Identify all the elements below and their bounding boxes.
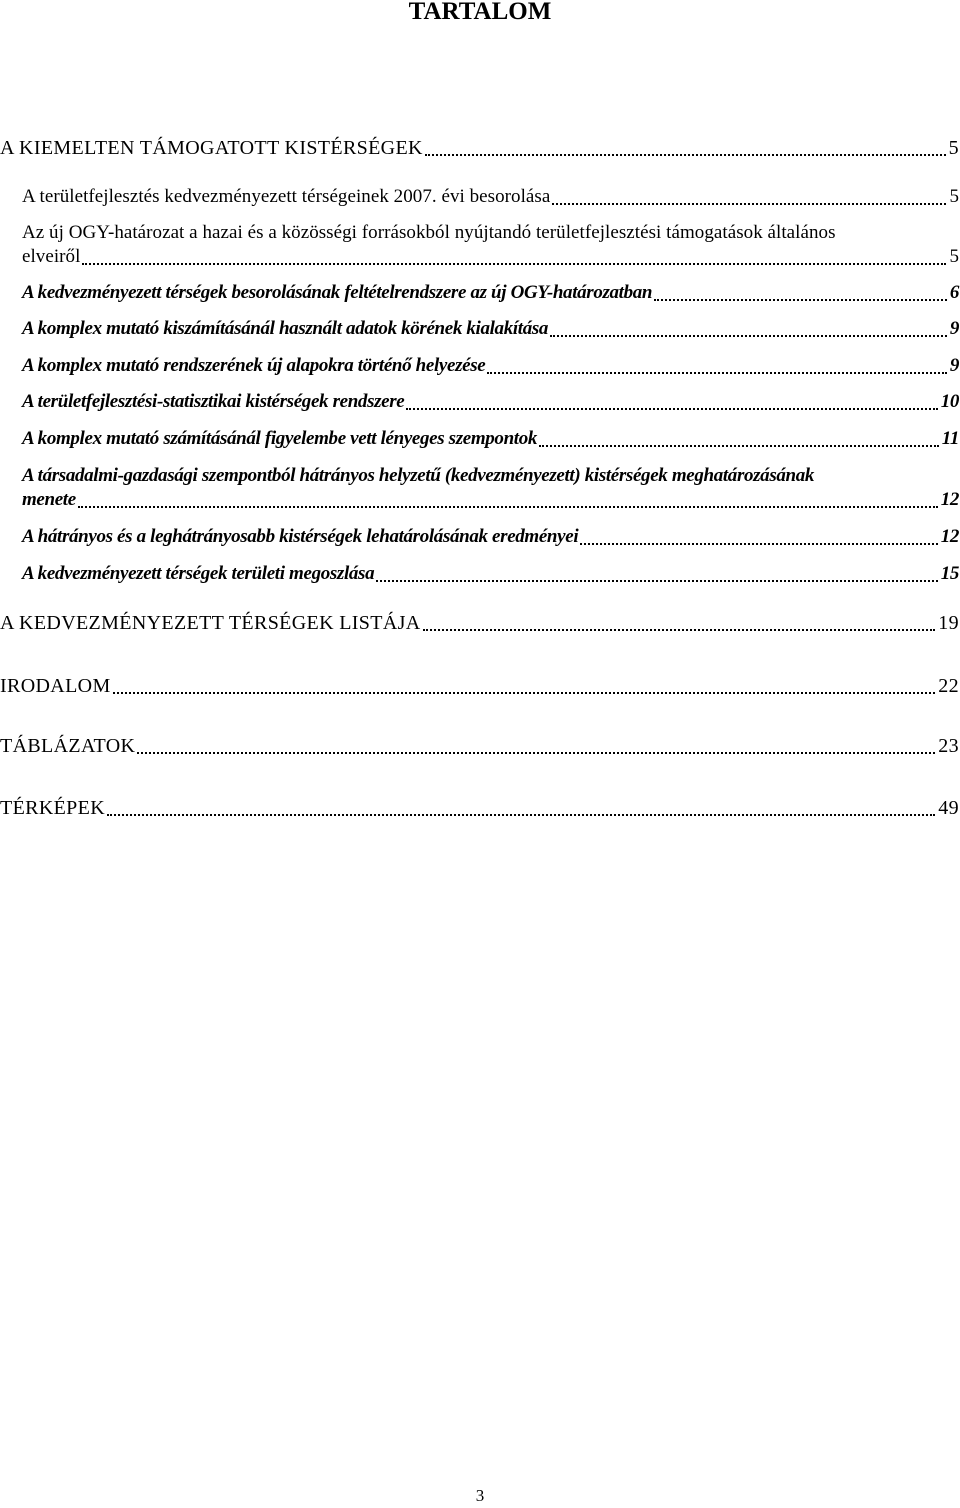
toc-page-number: 12	[940, 526, 959, 547]
toc-page-number: 5	[948, 137, 959, 159]
toc-page-number: 6	[949, 282, 959, 303]
toc-entry[interactable]	[22, 279, 960, 307]
toc-entry[interactable]	[0, 794, 960, 822]
page-title: TARTALOM	[408, 0, 552, 25]
page-number-footer: 3	[475, 1486, 485, 1505]
toc-entry-text: TÉRKÉPEK	[0, 797, 106, 819]
toc-page-number: 5	[949, 186, 959, 207]
toc-leader-dots	[137, 752, 935, 754]
toc-leader-dots	[113, 692, 936, 694]
toc-leader-dots	[82, 263, 946, 265]
toc-entry-text: A KIEMELTEN TÁMOGATOTT KISTÉRSÉGEK	[0, 137, 423, 159]
toc-entry-text: A kedvezményezett térségek besorolásának feltételrendszere az új OGY-határozatban	[22, 282, 653, 303]
toc-entry-text: A KEDVEZMÉNYEZETT TÉRSÉGEK LISTÁJA	[0, 612, 421, 634]
toc-entry-text: TÁBLÁZATOK	[0, 735, 136, 757]
toc-entry[interactable]	[22, 486, 960, 514]
toc-entry[interactable]	[22, 560, 960, 588]
toc-entry-text-line1[interactable]: A társadalmi-gazdasági szempontból hátrányos helyzetű (kedvezményezett) kistérségek meghatározásának	[22, 465, 815, 486]
toc-entry[interactable]	[0, 134, 960, 162]
toc-entry-text: IRODALOM	[0, 675, 111, 697]
toc-page-number: 11	[941, 428, 959, 449]
toc-entry-text: A komplex mutató rendszerének új alapokra történő helyezése	[22, 355, 486, 376]
toc-page-number: 15	[940, 563, 959, 584]
toc-entry[interactable]	[22, 425, 960, 453]
toc-page-number: 23	[938, 735, 959, 757]
toc-leader-dots	[423, 629, 936, 631]
toc-entry-text: A kedvezményezett térségek területi megoszlása	[22, 563, 375, 584]
toc-entry[interactable]	[22, 183, 960, 211]
toc-leader-dots	[654, 299, 947, 301]
toc-page-number: 9	[949, 355, 959, 376]
toc-page-number: 49	[938, 797, 959, 819]
toc-entry[interactable]	[22, 352, 960, 380]
toc-entry[interactable]	[22, 315, 960, 343]
toc-page-number: 12	[940, 489, 959, 510]
toc-entry-text-line1[interactable]: Az új OGY-határozat a hazai és a közösségi forrásokból nyújtandó területfejlesztési támogatások általános	[22, 222, 836, 243]
toc-entry-text: elveiről	[22, 246, 81, 267]
toc-page-number: 22	[938, 675, 959, 697]
toc-leader-dots	[406, 408, 937, 410]
toc-entry-text: A területfejlesztés kedvezményezett térségeinek 2007. évi besorolása	[22, 186, 551, 207]
toc-leader-dots	[550, 335, 947, 337]
toc-leader-dots	[107, 814, 935, 816]
toc-page-number: 10	[940, 391, 959, 412]
toc-entry[interactable]	[0, 672, 960, 700]
toc-entry-text: A komplex mutató kiszámításánál használt adatok körének kialakítása	[22, 318, 549, 339]
toc-entry-text: A területfejlesztési-statisztikai kistérségek rendszere	[22, 391, 405, 412]
toc-leader-dots	[487, 372, 947, 374]
toc-entry[interactable]	[0, 732, 960, 760]
toc-page-number: 19	[938, 612, 959, 634]
toc-entry[interactable]	[22, 388, 960, 416]
toc-entry-text: menete	[22, 489, 76, 510]
toc-entry[interactable]	[0, 609, 960, 637]
toc-entry-text: A komplex mutató számításánál figyelembe vett lényeges szempontok	[22, 428, 538, 449]
toc-page-number: 9	[949, 318, 959, 339]
toc-leader-dots	[78, 506, 938, 508]
toc-entry-text: A hátrányos és a leghátrányosabb kistérségek lehatárolásának eredményei	[22, 526, 579, 547]
toc-leader-dots	[539, 445, 939, 447]
toc-leader-dots	[425, 154, 946, 156]
toc-leader-dots	[552, 203, 946, 205]
toc-page-number: 5	[949, 246, 959, 267]
toc-leader-dots	[376, 580, 937, 582]
toc-leader-dots	[580, 543, 937, 545]
toc-entry[interactable]	[22, 523, 960, 551]
toc-entry[interactable]	[22, 243, 960, 271]
